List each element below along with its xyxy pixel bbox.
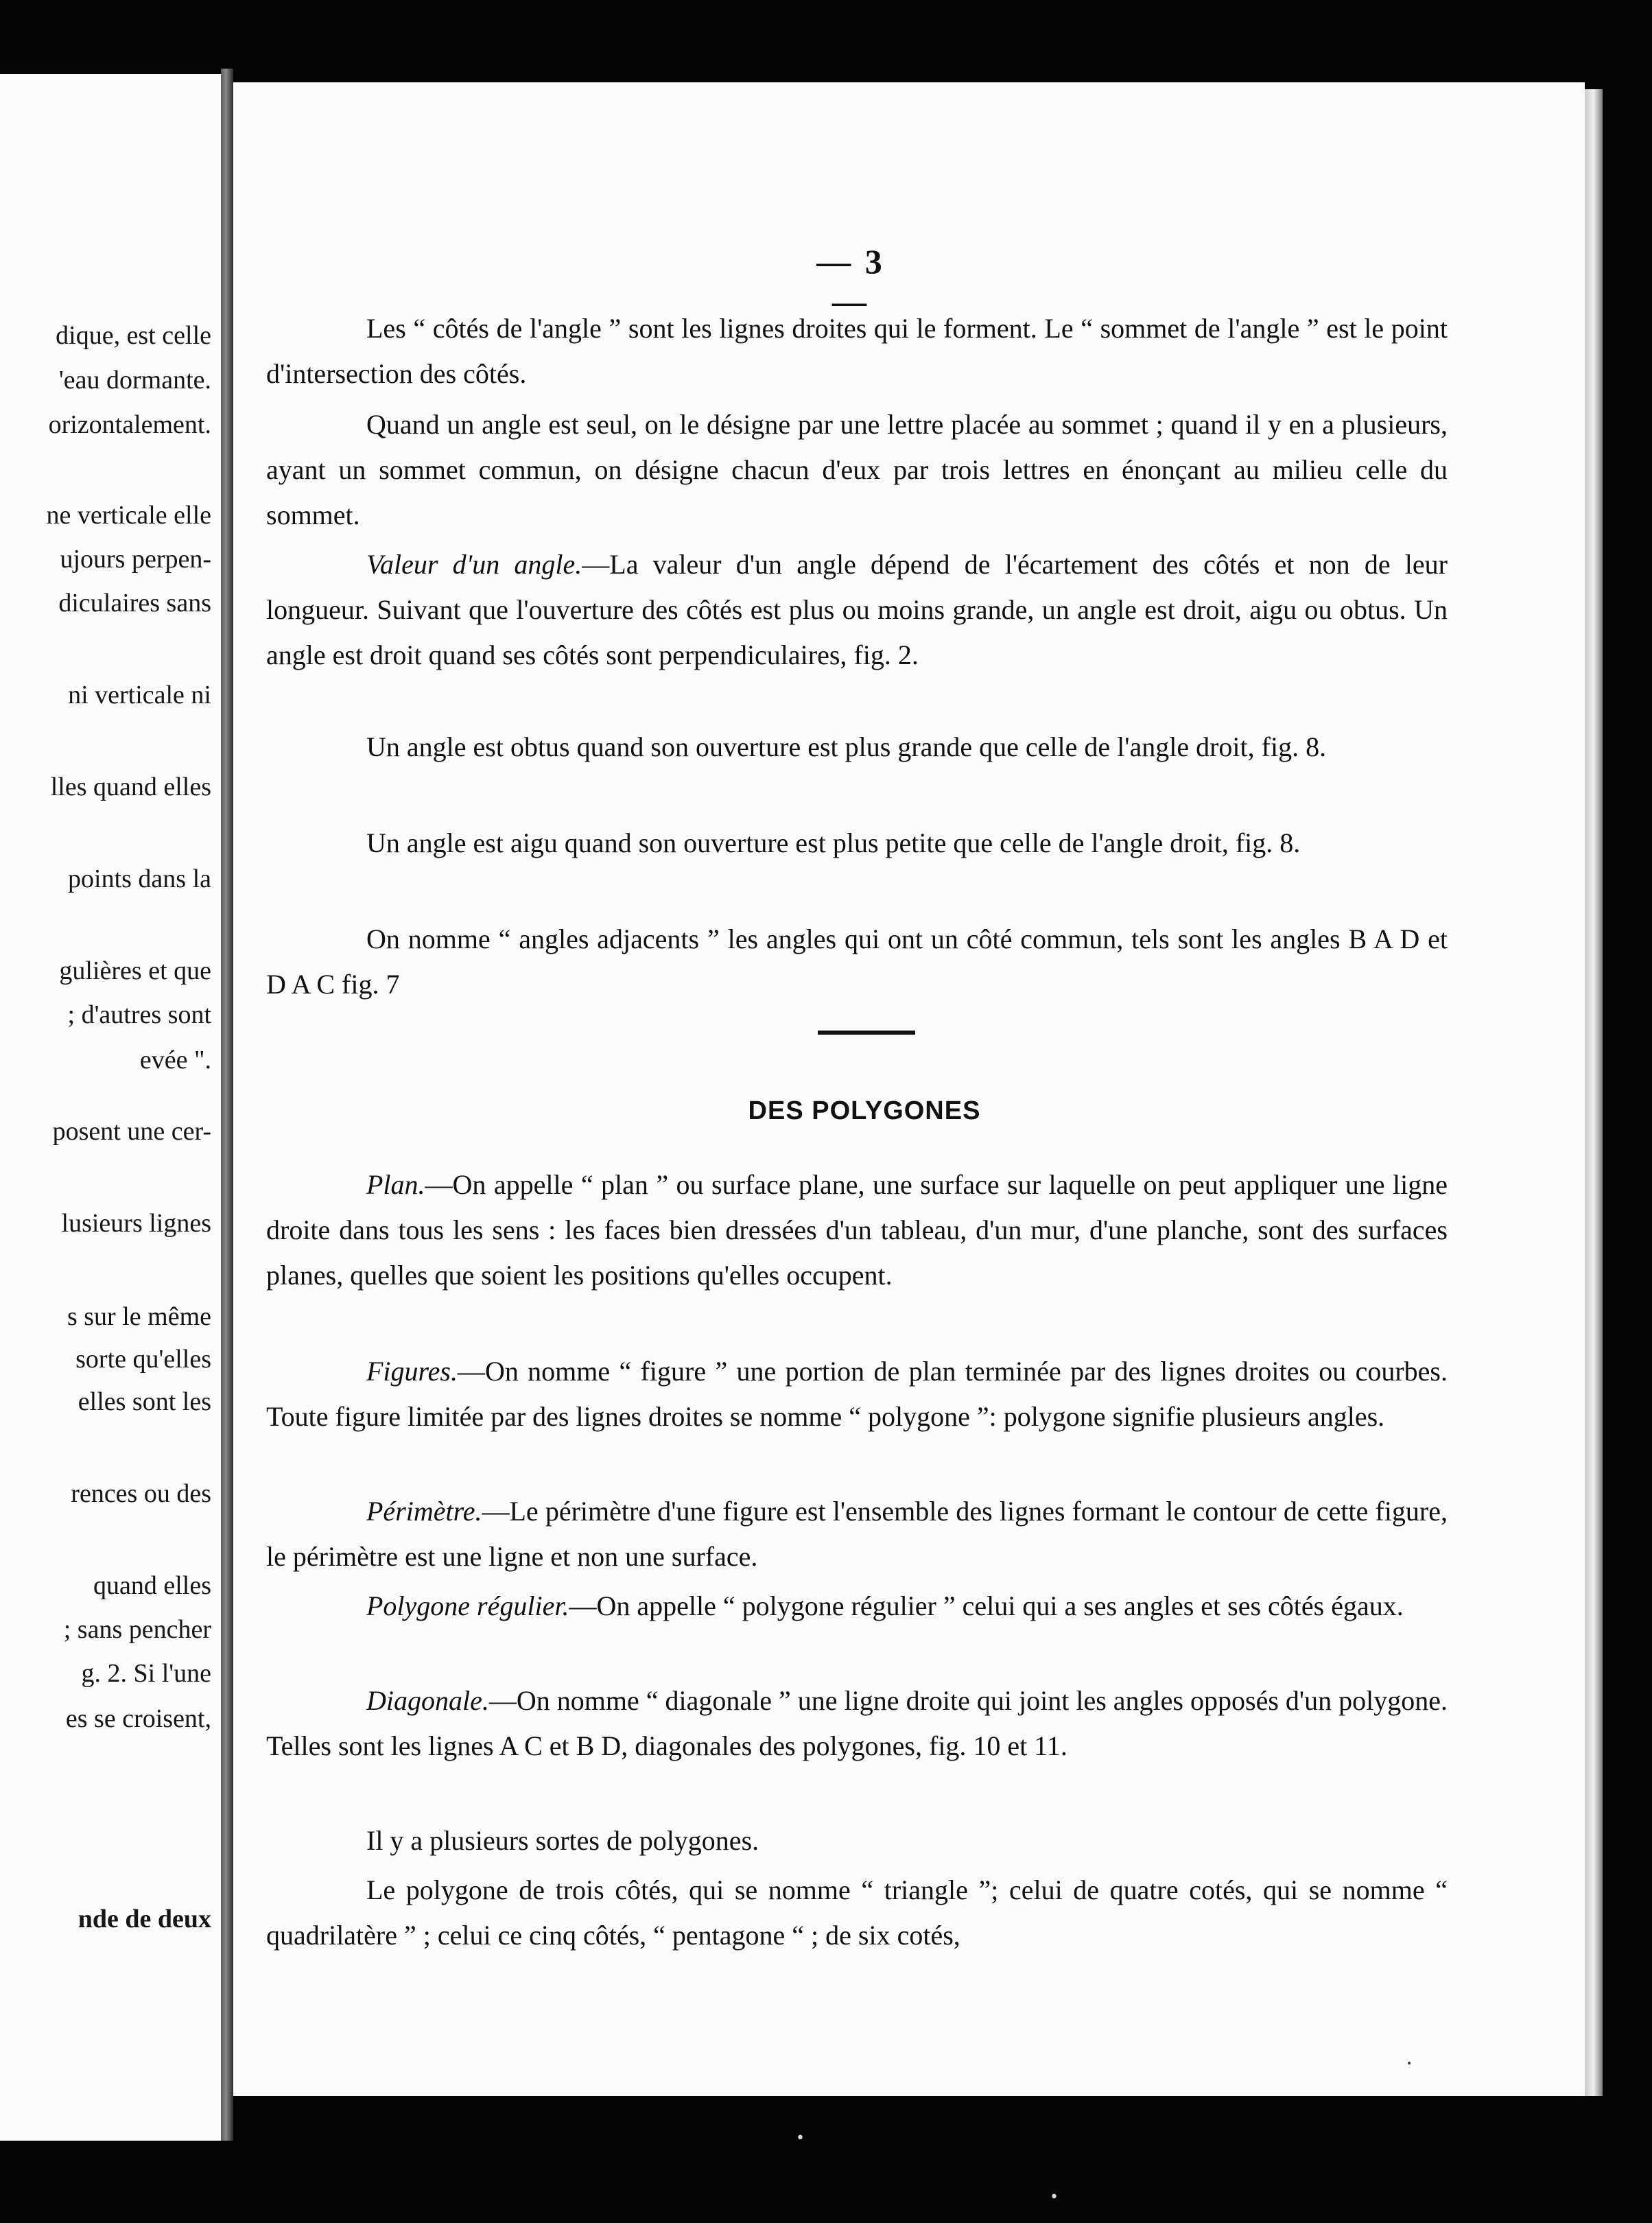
left-line: ; d'autres sont [67, 1000, 211, 1029]
book-gutter [221, 69, 233, 2141]
paragraph [266, 1584, 1448, 1629]
paragraph [266, 1678, 1448, 1769]
scan-speck: • [1050, 2189, 1059, 2206]
left-line: lusieurs lignes [61, 1209, 211, 1238]
left-line: sorte qu'elles [75, 1345, 211, 1374]
paragraph-lead: Périmètre. [366, 1496, 482, 1527]
paragraph [266, 542, 1448, 678]
paragraph-lead: Plan. [366, 1169, 425, 1200]
left-page [0, 74, 221, 2141]
page-number: — 3 — [816, 242, 885, 320]
paragraph-text: On nomme “ angles adjacents ” les angles qui ont un côté commun, tels sont les angles B A D et D A C fig. 7 [266, 924, 1448, 1000]
paragraph [266, 725, 1448, 770]
left-line: g. 2. Si l'une [81, 1659, 211, 1688]
left-line: diculaires sans [58, 589, 211, 618]
left-line: nde de deux [78, 1905, 211, 1933]
paragraph-text: —On nomme “ figure ” une portion de plan terminée par des lignes droites ou courbes. Toute figure limitée par des lignes droites se nomme “ polygone ”: polygone signifie plusieurs angles. [266, 1356, 1448, 1432]
scan-speck: • [796, 2130, 805, 2147]
paragraph [266, 1868, 1448, 1958]
paragraph-text: Les “ côtés de l'angle ” sont les lignes droites qui le forment. Le “ sommet de l'angle ” est le point d'intersection des côtés. [266, 313, 1448, 389]
left-line: lles quand elles [50, 773, 211, 801]
left-line: ni verticale ni [68, 681, 211, 709]
paragraph-text: —On nomme “ diagonale ” une ligne droite qui joint les angles opposés d'un polygone. Telles sont les lignes A C et B D, diagonales des polygones, fig. 10 et 11. [266, 1685, 1448, 1761]
paragraph [266, 917, 1448, 1007]
left-line: points dans la [68, 864, 211, 893]
left-line: posent une cer- [52, 1117, 211, 1146]
paragraph-lead: Figures. [366, 1356, 458, 1387]
paragraph-text: Un angle est obtus quand son ouverture est plus grande que celle de l'angle droit, fig. 8. [366, 731, 1327, 762]
paragraph-text: Quand un angle est seul, on le désigne par une lettre placée au sommet ; quand il y en a plusieurs, ayant un sommet commun, on désigne chacun d'eux par trois lettres en énonçant au milieu celle du sommet. [266, 409, 1448, 530]
left-line: orizontalement. [48, 410, 211, 439]
left-line: s sur le même [67, 1302, 211, 1331]
left-line: quand elles [93, 1571, 211, 1600]
paragraph-lead: Diagonale. [366, 1685, 489, 1716]
paragraph-lead: Valeur d'un angle. [366, 549, 582, 580]
left-line: ne verticale elle [46, 501, 211, 530]
section-heading: DES POLYGONES [748, 1096, 981, 1125]
left-line: es se croisent, [65, 1704, 211, 1733]
paragraph [266, 1818, 1448, 1863]
paragraph-text: Il y a plusieurs sortes de polygones. [366, 1825, 759, 1856]
left-line: ; sans pencher [63, 1615, 211, 1644]
paragraph-text: —La valeur d'un angle dépend de l'écartement des côtés et non de leur longueur. Suivant que l'ouverture des côtés est plus ou moins grande, un angle est droit, aigu ou obtus. Un angle est droit quand ses côtés sont perpendiculaires, fig. 2. [266, 549, 1448, 670]
left-line: 'eau dormante. [58, 366, 211, 395]
left-line: ujours perpen- [60, 545, 211, 574]
paragraph-text: Un angle est aigu quand son ouverture est plus petite que celle de l'angle droit, fig. 8. [366, 827, 1301, 858]
paragraph-text: —Le périmètre d'une figure est l'ensemble des lignes formant le contour de cette figure, le périmètre est une ligne et non une surface. [266, 1496, 1448, 1572]
paragraph [266, 306, 1448, 397]
paragraph [266, 1162, 1448, 1298]
paragraph-text: —On appelle “ plan ” ou surface plane, une surface sur laquelle on peut appliquer une ligne droite dans tous les sens : les faces bien dressées d'un tableau, d'un mur, d'une planche, sont des surfaces planes, quelles que soient les positions qu'elles occupent. [266, 1169, 1448, 1291]
section-divider [818, 1031, 915, 1035]
scan-speck: • [1406, 2058, 1413, 2069]
left-line: rences ou des [71, 1479, 211, 1508]
left-line: dique, est celle [56, 321, 211, 350]
paragraph-text: —On appelle “ polygone régulier ” celui qui a ses angles et ses côtés égaux. [569, 1590, 1404, 1621]
page-edge [1585, 89, 1603, 2096]
left-line: elles sont les [78, 1387, 211, 1416]
left-line: evée ". [139, 1046, 211, 1074]
paragraph [266, 402, 1448, 538]
paragraph-lead: Polygone régulier. [366, 1590, 569, 1621]
paragraph [266, 1349, 1448, 1439]
left-line: gulières et que [59, 956, 211, 985]
paragraph [266, 821, 1448, 866]
paragraph-text: Le polygone de trois côtés, qui se nomme “ triangle ”; celui de quatre cotés, qui se nomme “ quadrilatère ” ; celui ce cinq côtés, “ pentagone “ ; de six cotés, [266, 1874, 1448, 1951]
paragraph [266, 1489, 1448, 1579]
